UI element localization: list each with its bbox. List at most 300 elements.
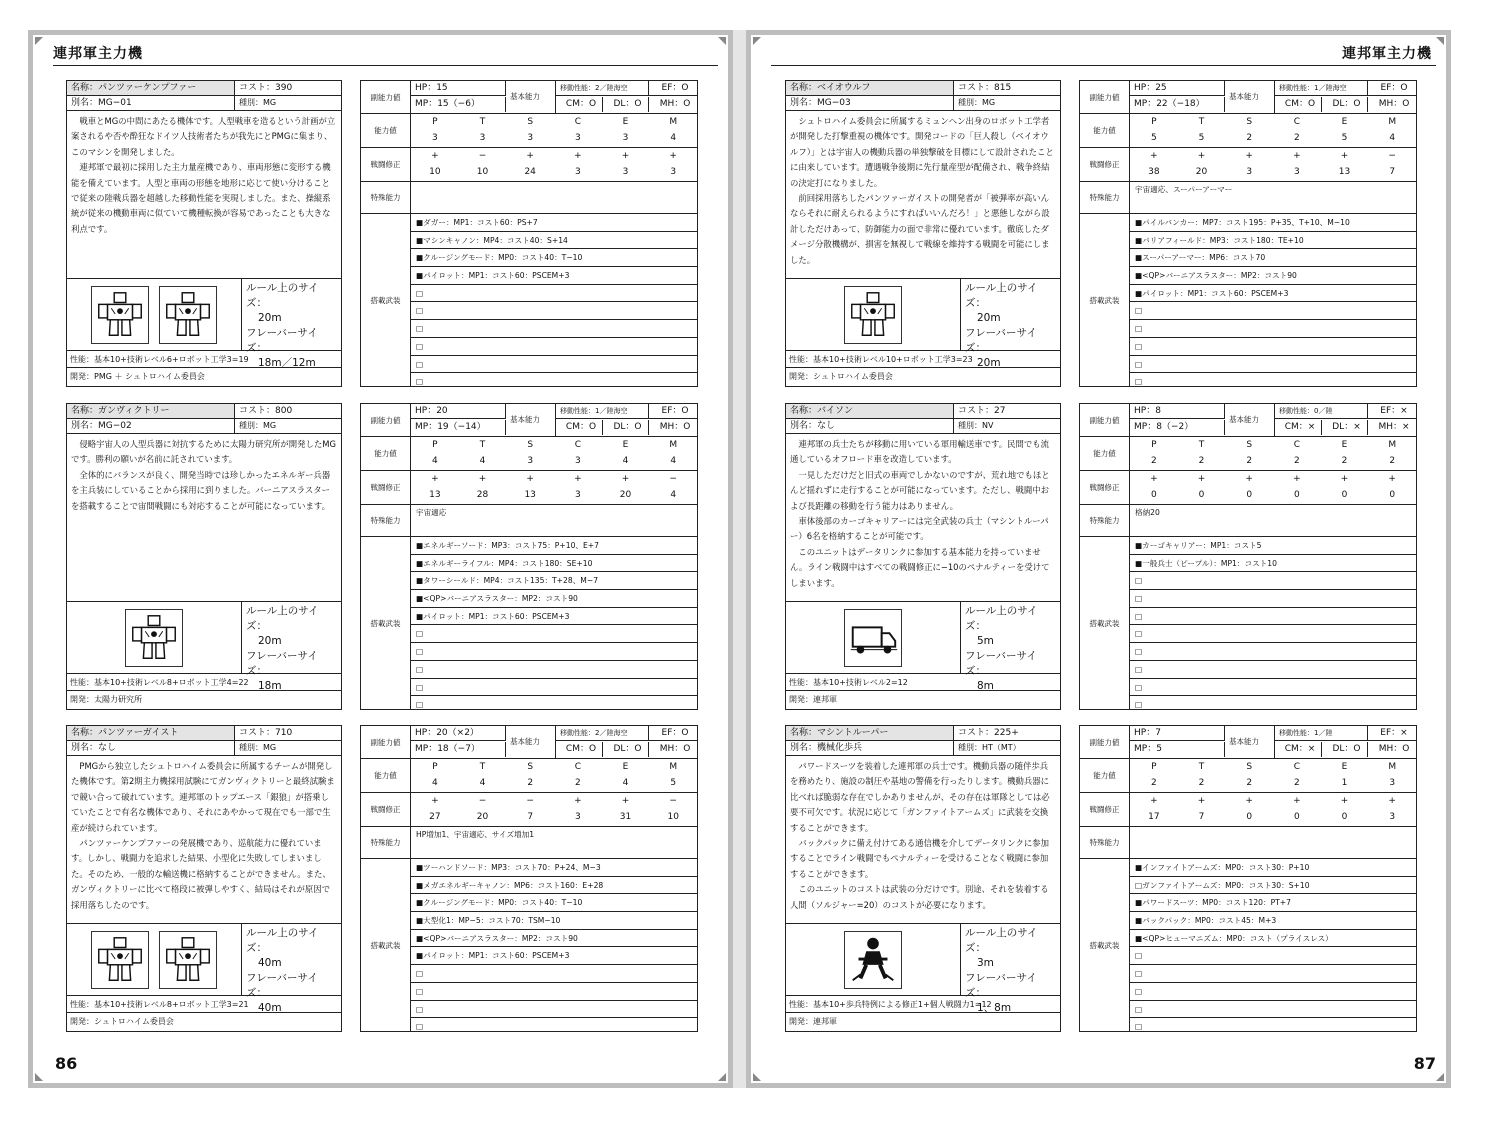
unit-stats-panel bbox=[360, 80, 698, 387]
sub-ability-row: HP：25 MP：22（−18） 基本能力 移動性能：1／陸海空 EF：O CM：O DL：O MH：O bbox=[1130, 81, 1416, 114]
stat-key: M bbox=[1388, 762, 1397, 772]
move-value: 移動性能：2／陸海空 bbox=[556, 81, 649, 96]
stat-value: 2 bbox=[1150, 456, 1157, 466]
special-ability: 宇宙適応、スーパーアーマー bbox=[1130, 182, 1416, 214]
mod-sign: + bbox=[574, 474, 582, 484]
unit-performance: 性能：基本10+歩兵特例による修正1+個人戦闘力1=12 bbox=[786, 996, 1060, 1013]
unit-sizes: ルール上のサイズ： 20m フレーバーサイズ： 18m／12m bbox=[242, 279, 341, 350]
unit-cost: 390 bbox=[275, 83, 293, 93]
unit-description bbox=[67, 756, 341, 924]
battle-mod-row bbox=[1130, 148, 1416, 182]
unit-stats-panel bbox=[1079, 403, 1417, 710]
unit-sizes: ルール上のサイズ： 40m フレーバーサイズ： 40m bbox=[242, 924, 341, 995]
mod-sign: + bbox=[574, 151, 582, 161]
equipment-slot: ■<QP>ヒューマニズム：MP0：コスト（プライスレス） bbox=[1130, 930, 1416, 948]
mod-value: 7 bbox=[1389, 167, 1396, 177]
equipment-slot: □ bbox=[411, 320, 697, 338]
special-ability: 宇宙適応 bbox=[411, 505, 697, 537]
mod-sign: + bbox=[669, 151, 677, 161]
sub-ability-label: 副能力値 bbox=[1080, 81, 1130, 114]
battle-mod-row bbox=[411, 471, 697, 505]
battle-mod-label: 戦闘修正 bbox=[1080, 793, 1130, 827]
sub-ability-row: HP：8 MP：8（−2） 基本能力 移動性能：0／陸 EF：× CM：× DL：× MH：× bbox=[1130, 404, 1416, 437]
unit-performance: 性能：基本10+技術レベル10+ロボット工学3=23 bbox=[786, 351, 1060, 368]
unit-name: パンツァーケンプファー bbox=[98, 83, 197, 93]
unit-description bbox=[67, 434, 341, 602]
mod-sign: + bbox=[574, 796, 582, 806]
unit-performance: 性能：基本10+技術レベル8+ロボット工学3=21 bbox=[67, 996, 341, 1013]
stat-value: 4 bbox=[622, 778, 629, 788]
mod-value: 0 bbox=[1293, 812, 1300, 822]
unit-illustration bbox=[786, 602, 961, 673]
mp-value: 19（−14） bbox=[437, 422, 486, 432]
equipment-slot: □ bbox=[411, 643, 697, 661]
flavor-size: 18m／12m bbox=[258, 357, 316, 369]
equipment-slot: □ bbox=[1130, 302, 1416, 320]
stat-key: P bbox=[1151, 440, 1157, 450]
mod-sign: + bbox=[526, 151, 534, 161]
page-title: 連邦軍主力機 bbox=[771, 43, 1436, 66]
unit-alias-row: 別名：機械化歩兵 種別：HT（MT） bbox=[786, 741, 1060, 756]
battle-mod-label: 戦闘修正 bbox=[1080, 148, 1130, 182]
unit-name: バイソン bbox=[817, 406, 854, 416]
mod-sign: + bbox=[1340, 151, 1349, 161]
stat-key: E bbox=[1341, 117, 1348, 127]
unit-illustration bbox=[67, 602, 242, 673]
basic-ability-label: 基本能力 bbox=[1225, 726, 1275, 758]
equipment-slot: ■パワードスーツ：MP0：コスト120：PT+7 bbox=[1130, 894, 1416, 912]
stat-key: E bbox=[622, 440, 629, 450]
stat-key: S bbox=[1246, 440, 1253, 450]
stat-value: 2 bbox=[1293, 133, 1300, 143]
description-paragraph: このユニットのコストは武装の分だけです。別途、それを装着する人間（ソルジャー=20）のコストが必要になります。 bbox=[790, 884, 1049, 910]
equipment-slot: ■パイロット：MP1：コスト60：PSCEM+3 bbox=[1130, 285, 1416, 303]
mh-value: MH：× bbox=[1378, 422, 1410, 432]
mod-sign: + bbox=[621, 474, 630, 484]
mod-value: 3 bbox=[622, 167, 629, 177]
unit-card bbox=[66, 403, 698, 712]
equipment-slot: □ bbox=[1135, 700, 1143, 710]
unit-alias-row: 別名：なし 種別：NV bbox=[786, 419, 1060, 434]
unit-header-row: 名称：パンツァーケンプファー コスト：390 bbox=[67, 81, 341, 96]
stat-value: 2 bbox=[1198, 778, 1205, 788]
unit-name: マシントルーパー bbox=[817, 728, 889, 738]
unit-alias: MG−01 bbox=[98, 98, 132, 108]
move-value: 移動性能：1／陸 bbox=[1275, 726, 1368, 741]
equipment-slot: □ bbox=[411, 661, 697, 679]
unit-cost: 225+ bbox=[994, 728, 1019, 738]
mod-value: 13 bbox=[1338, 167, 1351, 177]
sub-ability-row: HP：20（×2） MP：18（−7） 基本能力 移動性能：2／陸海空 EF：O CM：O DL：O MH：O bbox=[411, 726, 697, 759]
special-label: 特殊能力 bbox=[1080, 505, 1130, 537]
unit-developer: 開発：連邦軍 bbox=[789, 1017, 837, 1026]
cm-value: CM：× bbox=[1275, 420, 1322, 435]
unit-name: ガンヴィクトリー bbox=[98, 406, 170, 416]
dl-value: DL：O bbox=[603, 742, 649, 757]
stat-key: M bbox=[669, 762, 678, 772]
equipment-slot: ■エネルギーライフル：MP4：コスト180：SE+10 bbox=[411, 555, 697, 573]
basic-ability-label: 基本能力 bbox=[1225, 81, 1275, 113]
equipment-slot: ■スーパーアーマー：MP6：コスト70 bbox=[1130, 249, 1416, 267]
dl-value: DL：O bbox=[603, 97, 649, 112]
ef-value: EF：× bbox=[1368, 726, 1416, 741]
unit-cost: 710 bbox=[275, 728, 293, 738]
description-paragraph: シュトロハイム委員会に所属するミュンヘン出身のロボット工学者が開発した打撃重視の機体です。開発コードの「巨人殺し（ベイオウルフ）」とは宇宙人の機動兵器の単独撃破を目標にして設計されたことに由来しています。遭遇戦争後期に先行量産型が配備され、戦争終結の決定打になりました。 bbox=[790, 116, 1054, 188]
unit-description bbox=[786, 756, 1060, 924]
hp-value: 15 bbox=[436, 83, 448, 93]
stat-key: S bbox=[527, 440, 534, 450]
mp-value: 18（−7） bbox=[437, 744, 480, 754]
battle-mod-label: 戦闘修正 bbox=[361, 471, 411, 505]
equipment-slot: ■<QP>バーニアスラスター：MP2：コスト90 bbox=[411, 590, 697, 608]
stat-key: M bbox=[669, 117, 678, 127]
mod-sign: + bbox=[1245, 796, 1253, 806]
equipment-slot: ■クルージングモード：MP0：コスト40：T−10 bbox=[411, 894, 697, 912]
mod-sign: + bbox=[1150, 796, 1158, 806]
unit-kind: MG bbox=[982, 98, 996, 107]
equipment-slot: ■バリアフィールド：MP3：コスト180：TE+10 bbox=[1130, 232, 1416, 250]
cm-value: CM：O bbox=[556, 420, 603, 435]
equipment-label: 搭載武装 bbox=[1080, 537, 1130, 709]
stat-key: T bbox=[1198, 440, 1205, 450]
mod-sign: − bbox=[478, 796, 487, 806]
mp-value: 8（−2） bbox=[1156, 422, 1194, 432]
equipment-slot: □ bbox=[411, 285, 697, 303]
mod-sign: + bbox=[1388, 796, 1396, 806]
sub-ability-row: HP：20 MP：19（−14） 基本能力 移動性能：1／陸海空 EF：O CM：O DL：O MH：O bbox=[411, 404, 697, 437]
rule-size: 20m bbox=[258, 312, 282, 324]
mod-sign: + bbox=[526, 474, 534, 484]
unit-card bbox=[66, 80, 698, 389]
flavor-size: 18m bbox=[258, 680, 282, 692]
robot-illustration bbox=[91, 286, 149, 344]
equipment-label: 搭載武装 bbox=[1080, 214, 1130, 386]
equipment-slot: □ bbox=[1135, 1022, 1143, 1032]
move-value: 移動性能：1／陸海空 bbox=[556, 404, 649, 419]
book-spine bbox=[733, 30, 747, 1088]
unit-description bbox=[786, 434, 1060, 602]
unit-card bbox=[785, 80, 1417, 389]
stat-key: T bbox=[479, 762, 486, 772]
mod-sign: + bbox=[1197, 796, 1206, 806]
cm-value: CM：× bbox=[1275, 742, 1322, 757]
stat-value: 2 bbox=[1293, 456, 1300, 466]
equipment-slot: □ bbox=[411, 679, 697, 697]
ability-label: 能力値 bbox=[361, 437, 411, 471]
unit-illustration bbox=[786, 279, 961, 350]
equipment-slot: □ bbox=[411, 302, 697, 320]
equipment-slot: ■インファイトアームズ：MP0：コスト30：P+10 bbox=[1130, 859, 1416, 877]
stat-value: 2 bbox=[1293, 778, 1300, 788]
special-label: 特殊能力 bbox=[1080, 182, 1130, 214]
mp-value: 15（−6） bbox=[437, 99, 480, 109]
mod-sign: + bbox=[1197, 474, 1206, 484]
special-label: 特殊能力 bbox=[1080, 827, 1130, 859]
stat-value: 3 bbox=[527, 133, 534, 143]
ability-row bbox=[411, 759, 697, 793]
mod-value: 0 bbox=[1246, 812, 1253, 822]
unit-card bbox=[66, 725, 698, 1034]
special-ability bbox=[1130, 827, 1416, 859]
mod-sign: + bbox=[621, 151, 630, 161]
mod-value: 0 bbox=[1150, 490, 1157, 500]
equipment-slot: □ bbox=[411, 1001, 697, 1019]
stat-value: 2 bbox=[1246, 133, 1253, 143]
rule-size: 5m bbox=[977, 635, 994, 647]
description-paragraph: PMGから独立したシュトロハイム委員会に所属するチームが開発した機体です。第2期主力機採用試験にてガンヴィクトリーと最終試験まで競い合って破れています。連邦軍のトップエース「銀狼」が搭乗していたことで有名な機体であり、それにあやかって現在でも一部で生産が続けられています。 bbox=[71, 761, 335, 833]
equipment-slot: □ bbox=[1130, 338, 1416, 356]
move-value: 移動性能：2／陸海空 bbox=[556, 726, 649, 741]
stat-value: 4 bbox=[1389, 133, 1396, 143]
mod-sign: − bbox=[669, 474, 677, 484]
equipment-slot: □ bbox=[1130, 947, 1416, 965]
equipment-list bbox=[1130, 859, 1416, 1031]
mod-value: 17 bbox=[1148, 812, 1160, 822]
battle-mod-row bbox=[1130, 793, 1416, 827]
stat-value: 2 bbox=[574, 778, 581, 788]
mod-value: 0 bbox=[1246, 490, 1253, 500]
equipment-list bbox=[1130, 214, 1416, 386]
equipment-label: 搭載武装 bbox=[361, 537, 411, 709]
corner-mark bbox=[1436, 1073, 1444, 1081]
mod-sign: + bbox=[1150, 151, 1158, 161]
ability-label: 能力値 bbox=[361, 114, 411, 148]
equipment-slot: □ガンファイトアームズ：MP0：コスト30：S+10 bbox=[1130, 877, 1416, 895]
stat-key: T bbox=[479, 440, 486, 450]
hp-value: 25 bbox=[1155, 83, 1167, 93]
unit-kind: NV bbox=[982, 421, 994, 430]
ability-label: 能力値 bbox=[1080, 114, 1130, 148]
stat-value: 5 bbox=[1150, 133, 1157, 143]
special-label: 特殊能力 bbox=[361, 827, 411, 859]
description-paragraph: 連邦軍で最初に採用した主力量産機であり、車両形態に変形する機能を備えています。人型と車両の形態を地形に応じて使い分けることで従来の陸戦兵器を超越した移動性能を実現しました。また、操縦系統が従来の機動車両に似ていて機種転換が容易であったことも大きな利点です。 bbox=[71, 162, 331, 234]
equipment-slot: ■カーゴキャリアー：MP1：コスト5 bbox=[1130, 537, 1416, 555]
rule-size: 40m bbox=[258, 957, 282, 969]
equipment-label: 搭載武装 bbox=[361, 859, 411, 1031]
corner-mark bbox=[753, 37, 761, 45]
mod-value: 4 bbox=[670, 490, 677, 500]
special-label: 特殊能力 bbox=[361, 182, 411, 214]
equipment-slot: □ bbox=[411, 356, 697, 374]
corner-mark bbox=[753, 1073, 761, 1081]
robot-illustration bbox=[125, 609, 183, 667]
basic-ability-label: 基本能力 bbox=[506, 726, 556, 758]
stat-value: 2 bbox=[1150, 778, 1157, 788]
unit-developer: 開発：PMG ＋ シュトロハイム委員会 bbox=[70, 372, 205, 381]
stat-value: 2 bbox=[1246, 456, 1253, 466]
equipment-label: 搭載武装 bbox=[1080, 859, 1130, 1031]
mod-value: 7 bbox=[527, 812, 534, 822]
corner-mark bbox=[1436, 37, 1444, 45]
stat-value: 2 bbox=[1341, 456, 1348, 466]
stat-key: M bbox=[669, 440, 678, 450]
page-number: 86 bbox=[55, 1054, 78, 1073]
mod-sign: + bbox=[1293, 474, 1301, 484]
ability-label: 能力値 bbox=[361, 759, 411, 793]
equipment-slot: ■パイロット：MP1：コスト60：PSCEM+3 bbox=[411, 267, 697, 285]
unit-developer: 開発：シュトロハイム委員会 bbox=[70, 1017, 174, 1026]
mod-sign: + bbox=[1293, 796, 1301, 806]
stat-key: P bbox=[432, 762, 438, 772]
stat-value: 4 bbox=[479, 778, 486, 788]
stat-value: 4 bbox=[431, 456, 438, 466]
description-paragraph: パンツァーケンプファーの発展機であり、巡航能力に優れています。しかし、戦闘力を追求した結果、小型化に失敗してしまいました。そのため、一般的な輸送機に格納することができません。また、ガンヴィクトリーに比べて格段に被弾しやすく、結局はそれが原因で採用落ちしたのです。 bbox=[71, 838, 331, 910]
mod-sign: − bbox=[669, 796, 677, 806]
mod-sign: + bbox=[1293, 151, 1301, 161]
rule-size: 20m bbox=[258, 635, 282, 647]
equipment-slot: ■パイルバンカー：MP7：コスト195：P+35、T+10、M−10 bbox=[1130, 214, 1416, 232]
equipment-slot: □ bbox=[416, 377, 424, 387]
mod-value: 0 bbox=[1198, 490, 1205, 500]
corner-mark bbox=[718, 37, 726, 45]
unit-performance: 性能：基本10+技術レベル2=12 bbox=[786, 674, 1060, 691]
mh-value: MH：O bbox=[1378, 744, 1410, 754]
mod-sign: + bbox=[1150, 474, 1158, 484]
unit-info-panel bbox=[785, 725, 1061, 1032]
mod-sign: − bbox=[526, 796, 534, 806]
equipment-slot: □ bbox=[1135, 377, 1143, 387]
unit-header-row: 名称：マシントルーパー コスト：225+ bbox=[786, 726, 1060, 741]
basic-ability-label: 基本能力 bbox=[506, 81, 556, 113]
battle-mod-row bbox=[1130, 471, 1416, 505]
mod-value: 20 bbox=[476, 812, 489, 822]
equipment-slot: □ bbox=[1130, 661, 1416, 679]
flavor-size: 1、8m bbox=[977, 1002, 1012, 1014]
equipment-label: 搭載武装 bbox=[361, 214, 411, 386]
ability-row bbox=[1130, 759, 1416, 793]
stat-key: C bbox=[1293, 440, 1300, 450]
mod-value: 0 bbox=[1341, 812, 1348, 822]
mod-sign: + bbox=[431, 151, 439, 161]
mod-value: 0 bbox=[1293, 490, 1300, 500]
mod-sign: + bbox=[1340, 796, 1349, 806]
mod-value: 20 bbox=[619, 490, 632, 500]
equipment-slot: □ bbox=[416, 1022, 424, 1032]
ability-row bbox=[411, 114, 697, 148]
mod-sign: + bbox=[1245, 151, 1253, 161]
mod-value: 27 bbox=[429, 812, 441, 822]
battle-mod-row bbox=[411, 148, 697, 182]
stat-key: P bbox=[1151, 762, 1157, 772]
dl-value: DL：O bbox=[1322, 742, 1368, 757]
equipment-slot: ■マシンキャノン：MP4：コスト40：S+14 bbox=[411, 232, 697, 250]
mod-sign: + bbox=[431, 796, 439, 806]
equipment-slot: ■パイロット：MP1：コスト60：PSCEM+3 bbox=[411, 947, 697, 965]
stat-key: M bbox=[1388, 440, 1397, 450]
ef-value: EF：× bbox=[1368, 404, 1416, 419]
sub-ability-label: 副能力値 bbox=[1080, 726, 1130, 759]
page-title: 連邦軍主力機 bbox=[53, 43, 718, 66]
unit-alias: MG−03 bbox=[817, 98, 851, 108]
unit-header-row: 名称：ベイオウルフ コスト：815 bbox=[786, 81, 1060, 96]
stat-value: 5 bbox=[670, 778, 677, 788]
stat-value: 5 bbox=[1341, 133, 1348, 143]
unit-header-row: 名称：ガンヴィクトリー コスト：800 bbox=[67, 404, 341, 419]
mod-value: 20 bbox=[1195, 167, 1208, 177]
robot-illustration bbox=[159, 931, 217, 989]
unit-cost: 815 bbox=[994, 83, 1012, 93]
unit-card bbox=[785, 725, 1417, 1034]
stat-key: C bbox=[1293, 117, 1300, 127]
unit-alias-row: 別名：MG−03 種別：MG bbox=[786, 96, 1060, 111]
stat-key: C bbox=[574, 440, 581, 450]
unit-header-row: 名称：パンツァーガイスト コスト：710 bbox=[67, 726, 341, 741]
mod-sign: + bbox=[1388, 474, 1396, 484]
ability-row bbox=[1130, 114, 1416, 148]
equipment-slot: □ bbox=[1130, 608, 1416, 626]
stat-key: E bbox=[1341, 762, 1348, 772]
stat-value: 2 bbox=[1198, 456, 1205, 466]
equipment-slot: □ bbox=[1130, 572, 1416, 590]
move-value: 移動性能：1／陸海空 bbox=[1275, 81, 1368, 96]
unit-performance: 性能：基本10+技術レベル8+ロボット工学4=22 bbox=[67, 674, 341, 691]
mod-value: 3 bbox=[574, 812, 581, 822]
mp-value: 22（−18） bbox=[1156, 99, 1205, 109]
stat-value: 4 bbox=[670, 133, 677, 143]
mh-value: MH：O bbox=[659, 422, 691, 432]
description-paragraph: バックパックに備え付けてある通信機を介してデータリンクに参加することでライン戦闘でもペナルティーを受けることなく戦闘に参加することができます。 bbox=[790, 838, 1049, 879]
unit-alias-row: 別名：なし 種別：MG bbox=[67, 741, 341, 756]
equipment-slot: □ bbox=[1130, 625, 1416, 643]
unit-stats-panel bbox=[1079, 80, 1417, 387]
unit-name: ベイオウルフ bbox=[817, 83, 871, 93]
stat-key: P bbox=[1151, 117, 1157, 127]
mod-sign: + bbox=[1197, 151, 1206, 161]
sub-ability-label: 副能力値 bbox=[361, 404, 411, 437]
unit-illustration bbox=[67, 279, 242, 350]
mod-sign: + bbox=[621, 796, 630, 806]
special-ability: 格納20 bbox=[1130, 505, 1416, 537]
sub-ability-row: HP：15 MP：15（−6） 基本能力 移動性能：2／陸海空 EF：O CM：O DL：O MH：O bbox=[411, 81, 697, 114]
equipment-slot: □ bbox=[1130, 679, 1416, 697]
corner-mark bbox=[35, 1073, 43, 1081]
unit-illustration bbox=[67, 924, 242, 995]
special-label: 特殊能力 bbox=[361, 505, 411, 537]
equipment-slot: □ bbox=[411, 338, 697, 356]
mp-value: 5 bbox=[1156, 744, 1162, 754]
equipment-slot: ■パイロット：MP1：コスト60：PSCEM+3 bbox=[411, 608, 697, 626]
ef-value: EF：O bbox=[649, 726, 697, 741]
description-paragraph: 戦車とMGの中間にあたる機体です。人型戦車を造るという計画が立案されるや否や酔狂なドイツ人技術者たちが我先にとPMGに集まり、このマシンを開発しました。 bbox=[71, 116, 336, 157]
stat-value: 4 bbox=[622, 456, 629, 466]
equipment-slot: □ bbox=[1130, 356, 1416, 374]
equipment-slot: ■エネルギーソード：MP3：コスト75：P+10、E+7 bbox=[411, 537, 697, 555]
stat-value: 4 bbox=[431, 778, 438, 788]
mod-value: 13 bbox=[524, 490, 536, 500]
ability-label: 能力値 bbox=[1080, 759, 1130, 793]
cm-value: CM：O bbox=[556, 97, 603, 112]
corner-mark bbox=[718, 1073, 726, 1081]
stat-key: S bbox=[527, 762, 534, 772]
unit-sizes: ルール上のサイズ： 3m フレーバーサイズ： 1、8m bbox=[961, 924, 1060, 995]
mod-value: 0 bbox=[1389, 490, 1396, 500]
stat-value: 3 bbox=[622, 133, 629, 143]
mod-value: 10 bbox=[476, 167, 489, 177]
page-number: 87 bbox=[1413, 1054, 1436, 1073]
stat-value: 3 bbox=[479, 133, 486, 143]
equipment-slot: ■<QP>バーニアスラスター：MP2：コスト90 bbox=[411, 930, 697, 948]
equipment-slot: □ bbox=[1130, 965, 1416, 983]
unit-stats-panel bbox=[360, 403, 698, 710]
mod-value: 3 bbox=[1389, 812, 1396, 822]
equipment-slot: ■一般兵士（ピープル）：MP1：コスト10 bbox=[1130, 555, 1416, 573]
equipment-slot: ■バックパック：MP0：コスト45：M+3 bbox=[1130, 912, 1416, 930]
corner-mark bbox=[35, 37, 43, 45]
mod-value: 10 bbox=[667, 812, 679, 822]
description-paragraph: パワードスーツを装着した連邦軍の兵士です。機動兵器の随伴歩兵を務めたり、施設の制圧や基地の警備を行ったりします。機動兵器に比べれば脆弱な存在でしかありませんが、その存在は軍隊としては必要不可欠です。状況に応じて「ガンファイトアームズ」に武装を交換することができます。 bbox=[790, 761, 1050, 833]
stat-key: P bbox=[432, 440, 438, 450]
stat-value: 3 bbox=[431, 133, 438, 143]
